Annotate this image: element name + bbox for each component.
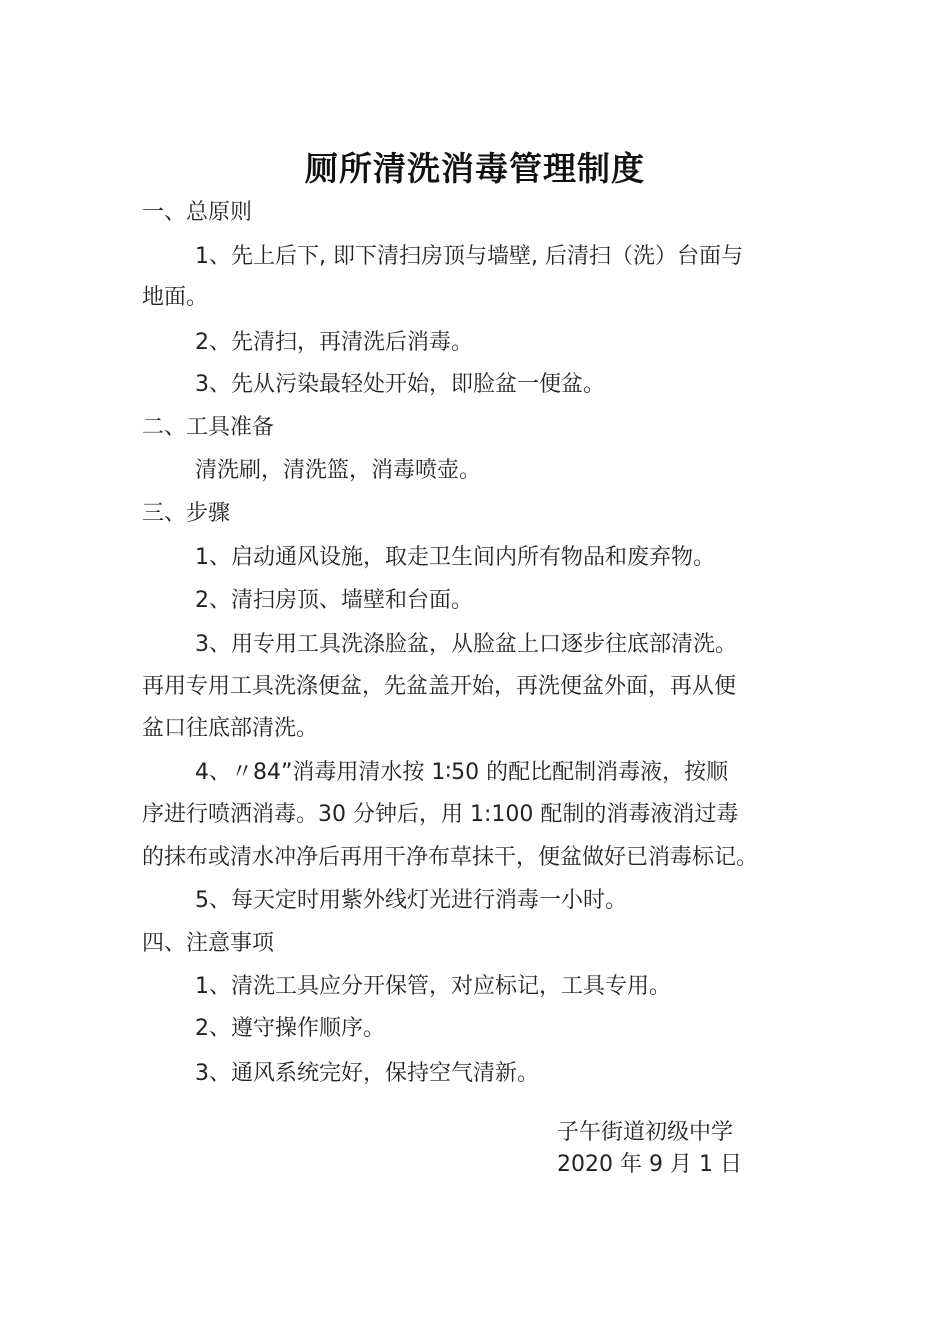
section-heading: 三、步骤 [142,501,231,526]
paragraph-line: 再用专用工具洗涤便盆，先盆盖开始，再洗便盆外面，再从便 [142,674,737,699]
paragraph-line: 2、清扫房顶、墙壁和台面。 [195,588,473,613]
paragraph-line: 盆口往底部清洗。 [142,716,319,741]
section-heading: 四、注意事项 [142,931,275,956]
paragraph-line: 序进行喷洒消毒。30 分钟后，用 1:100 配制的消毒液消过毒 [142,802,739,827]
paragraph-line: 5、每天定时用紫外线灯光进行消毒一小时。 [195,888,627,913]
paragraph-line: 1、先上后下, 即下清扫房顶与墙壁, 后清扫（洗）台面与 [195,244,743,269]
paragraph-line: 4、〃84”消毒用清水按 1∶50 的配比配制消毒液，按顺 [195,760,729,785]
paragraph-line: 3、先从污染最轻处开始，即脸盆一便盆。 [195,372,605,397]
paragraph-line: 1、启动通风设施，取走卫生间内所有物品和废弃物。 [195,545,715,570]
paragraph-line: 3、通风系统完好，保持空气清新。 [195,1061,539,1086]
document-title: 厕所清洗消毒管理制度 [305,149,645,188]
paragraph-line: 地面。 [142,285,209,310]
paragraph-line: 清洗刷，清洗篮，消毒喷壶。 [195,458,482,483]
signature-date: 2020 年 9 月 1 日 [557,1152,742,1177]
paragraph-line: 的抹布或清水冲净后再用干净布草抹干，便盆做好已消毒标记。 [142,845,759,870]
paragraph-line: 2、先清扫，再清洗后消毒。 [195,330,473,355]
signature-organization: 子午街道初级中学 [557,1120,734,1145]
paragraph-line: 1、清洗工具应分开保管，对应标记，工具专用。 [195,974,671,999]
paragraph-line: 3、用专用工具洗涤脸盆，从脸盆上口逐步往底部清洗。 [195,632,737,657]
section-heading: 一、总原则 [142,200,253,225]
section-heading: 二、工具准备 [142,415,275,440]
paragraph-line: 2、遵守操作顺序。 [195,1016,385,1041]
